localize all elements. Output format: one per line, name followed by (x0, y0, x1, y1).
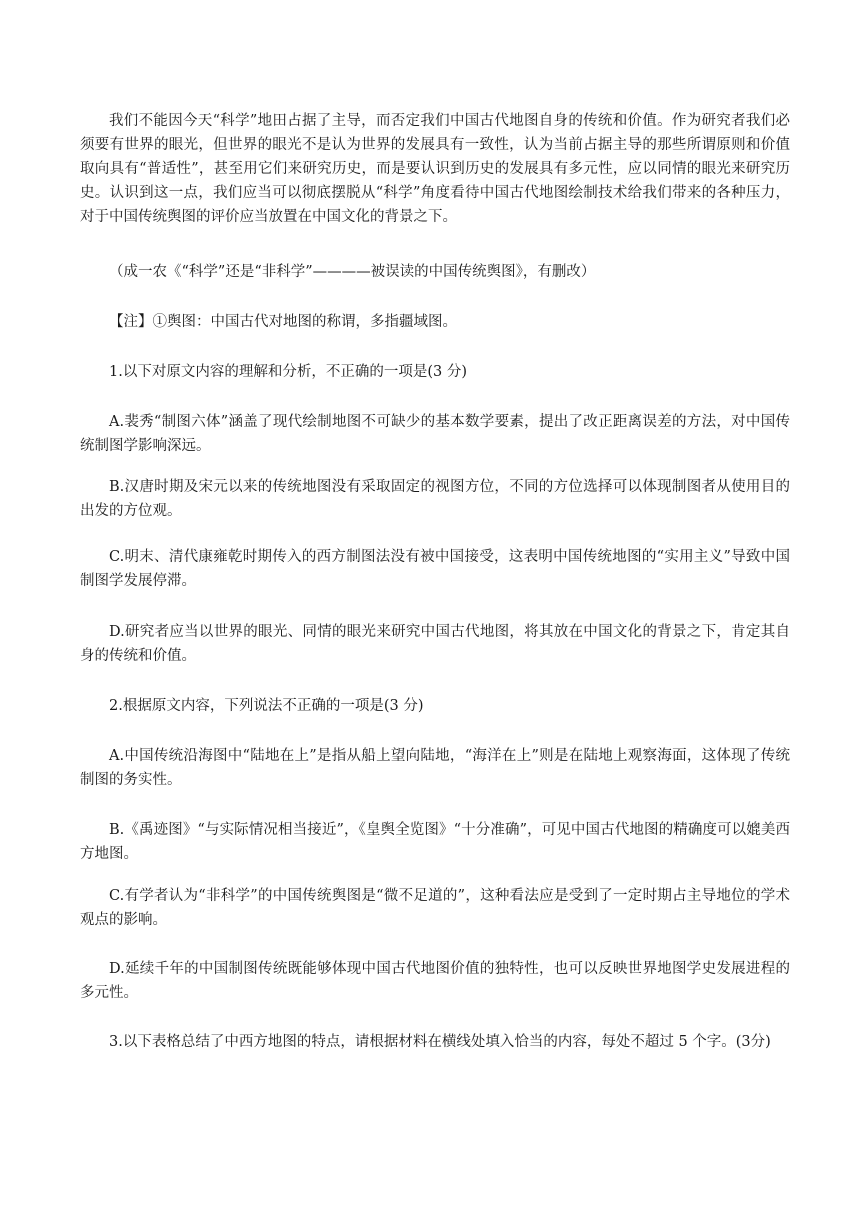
question-3-stem: 3.以下表格总结了中西方地图的特点，请根据材料在横线处填入恰当的内容，每处不超过 5 个字。(3分) (109, 1034, 771, 1050)
question-2-option-a: A.中国传统沿海图中“陆地在上”是指从船上望向陆地，“海洋在上”则是在陆地上观察海面，这体现了传统制图的务实性。 (80, 748, 790, 788)
body-paragraph: 我们不能因今天“科学”地田占据了主导，而否定我们中国古代地图自身的传统和价值。作为研究者我们必须要有世界的眼光，但世界的眼光不是认为世界的发展具有一致性，认为当前占据主导的那些所谓原则和价值取向具有“普适性”，甚至用它们来研究历史，而是要认识到历史的发展具有多元性，应以同情的眼光来研究历史。认识到这一点，我们应当可以彻底摆脱从“科学”角度看待中国古代地图绘制技术给我们带来的各种压力，对于中国传统舆图的评价应当放置在中国文化的背景之下。 (80, 113, 790, 225)
question-2-option-b: B.《禹迹图》“与实际情况相当接近”，《皇舆全览图》“十分准确”，可见中国古代地图的精确度可以媲美西方地图。 (80, 822, 790, 862)
question-1-option-b: B.汉唐时期及宋元以来的传统地图没有采取固定的视图方位，不同的方位选择可以体现制图者从使用目的出发的方位观。 (80, 479, 790, 519)
source-citation: （成一农《“科学”还是“非科学”————被误读的中国传统舆图》，有删改） (109, 264, 596, 280)
question-1-stem: 1.以下对原文内容的理解和分析，不正确的一项是(3 分) (109, 364, 467, 380)
question-2-option-c: C.有学者认为“非科学”的中国传统舆图是“微不足道的”，这种看法应是受到了一定时期占主导地位的学术观点的影响。 (80, 888, 790, 928)
question-1-option-d: D.研究者应当以世界的眼光、同情的眼光来研究中国古代地图，将其放在中国文化的背景之下，肯定其自身的传统和价值。 (80, 624, 790, 664)
question-1-option-c: C.明末、清代康雍乾时期传入的西方制图法没有被中国接受，这表明中国传统地图的“实用主义”导致中国制图学发展停滞。 (80, 549, 790, 589)
question-2-option-d: D.延续千年的中国制图传统既能够体现中国古代地图价值的独特性，也可以反映世界地图学史发展进程的多元性。 (80, 961, 790, 1001)
footnote: 【注】①舆图：中国古代对地图的称谓，多指疆域图。 (109, 314, 457, 330)
question-1-option-a: A.裴秀“制图六体”涵盖了现代绘制地图不可缺少的基本数学要素，提出了改正距离误差的方法，对中国传统制图学影响深远。 (80, 414, 790, 454)
question-2-stem: 2.根据原文内容，下列说法不正确的一项是(3 分) (109, 698, 424, 714)
